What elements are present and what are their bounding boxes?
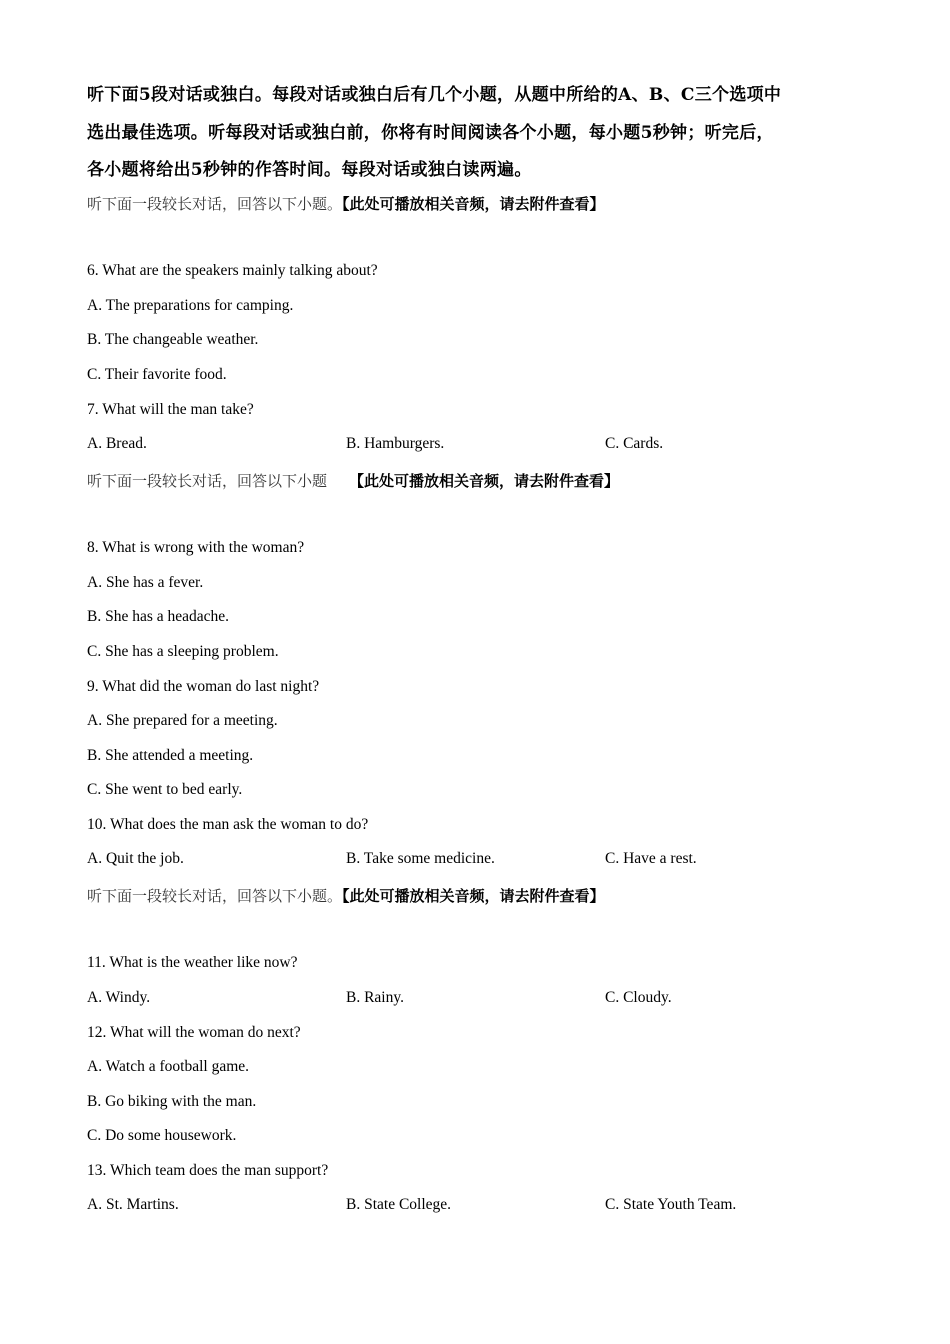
instructions-line-1: 听下面5段对话或独白。每段对话或独白后有几个小题，从题中所给的A、B、C三个选项中	[87, 85, 782, 105]
question-8-stem: 8. What is wrong with the woman?	[87, 539, 305, 556]
instructions-line-3: 各小题将给出5秒钟的作答时间。每段对话或独白读两遍。	[87, 160, 532, 180]
section-1-audio-note[interactable]: 【此处可播放相关音频，请去附件查看】	[342, 195, 605, 213]
question-13-option-b: B. State College.	[346, 1196, 452, 1213]
question-6-stem: 6. What are the speakers mainly talking about?	[87, 262, 378, 279]
question-12-option-b: B. Go biking with the man.	[87, 1093, 257, 1110]
question-6-option-c: C. Their favorite food.	[87, 366, 227, 383]
question-11-option-b: B. Rainy.	[346, 989, 404, 1006]
section-1-label	[87, 193, 605, 214]
question-10-option-b: B. Take some medicine.	[346, 850, 495, 867]
question-9-option-b: B. She attended a meeting.	[87, 747, 254, 764]
question-11-option-c: C. Cloudy.	[605, 989, 672, 1006]
question-9-stem: 9. What did the woman do last night?	[87, 678, 320, 695]
question-12-option-c: C. Do some housework.	[87, 1127, 237, 1144]
question-13-option-a: A. St. Martins.	[87, 1196, 179, 1213]
question-11-stem: 11. What is the weather like now?	[87, 954, 298, 971]
instructions-line-2: 选出最佳选项。听每段对话或独白前，你将有时间阅读各个小题，每小题5秒钟；听完后，	[87, 123, 774, 143]
section-3-lead: 听下面一段较长对话，回答以下小题。	[87, 887, 343, 905]
question-11-option-a: A. Windy.	[87, 989, 151, 1006]
section-3-audio-note[interactable]: 【此处可播放相关音频，请去附件查看】	[342, 887, 605, 905]
question-12-option-a: A. Watch a football game.	[87, 1058, 250, 1075]
section-2-lead: 听下面一段较长对话，回答以下小题	[87, 472, 328, 490]
question-6-option-b: B. The changeable weather.	[87, 331, 259, 348]
question-7-stem: 7. What will the man take?	[87, 401, 254, 418]
section-1-lead: 听下面一段较长对话，回答以下小题。	[87, 195, 343, 213]
section-2-audio-note[interactable]: 【此处可播放相关音频，请去附件查看】	[349, 472, 620, 490]
question-8-option-c: C. She has a sleeping problem.	[87, 643, 279, 660]
question-9-option-a: A. She prepared for a meeting.	[87, 712, 278, 729]
question-7-option-b: B. Hamburgers.	[346, 435, 445, 452]
question-8-option-b: B. She has a headache.	[87, 608, 230, 625]
question-8-option-a: A. She has a fever.	[87, 574, 204, 591]
question-10-option-c: C. Have a rest.	[605, 850, 697, 867]
question-12-stem: 12. What will the woman do next?	[87, 1024, 301, 1041]
question-7-option-c: C. Cards.	[605, 435, 664, 452]
question-9-option-c: C. She went to bed early.	[87, 781, 243, 798]
question-6-option-a: A. The preparations for camping.	[87, 297, 294, 314]
section-2-label	[87, 470, 619, 491]
question-10-stem: 10. What does the man ask the woman to do?	[87, 816, 369, 833]
section-3-label	[87, 885, 605, 906]
question-10-option-a: A. Quit the job.	[87, 850, 184, 867]
question-13-stem: 13. Which team does the man support?	[87, 1162, 329, 1179]
question-7-option-a: A. Bread.	[87, 435, 147, 452]
question-13-option-c: C. State Youth Team.	[605, 1196, 737, 1213]
